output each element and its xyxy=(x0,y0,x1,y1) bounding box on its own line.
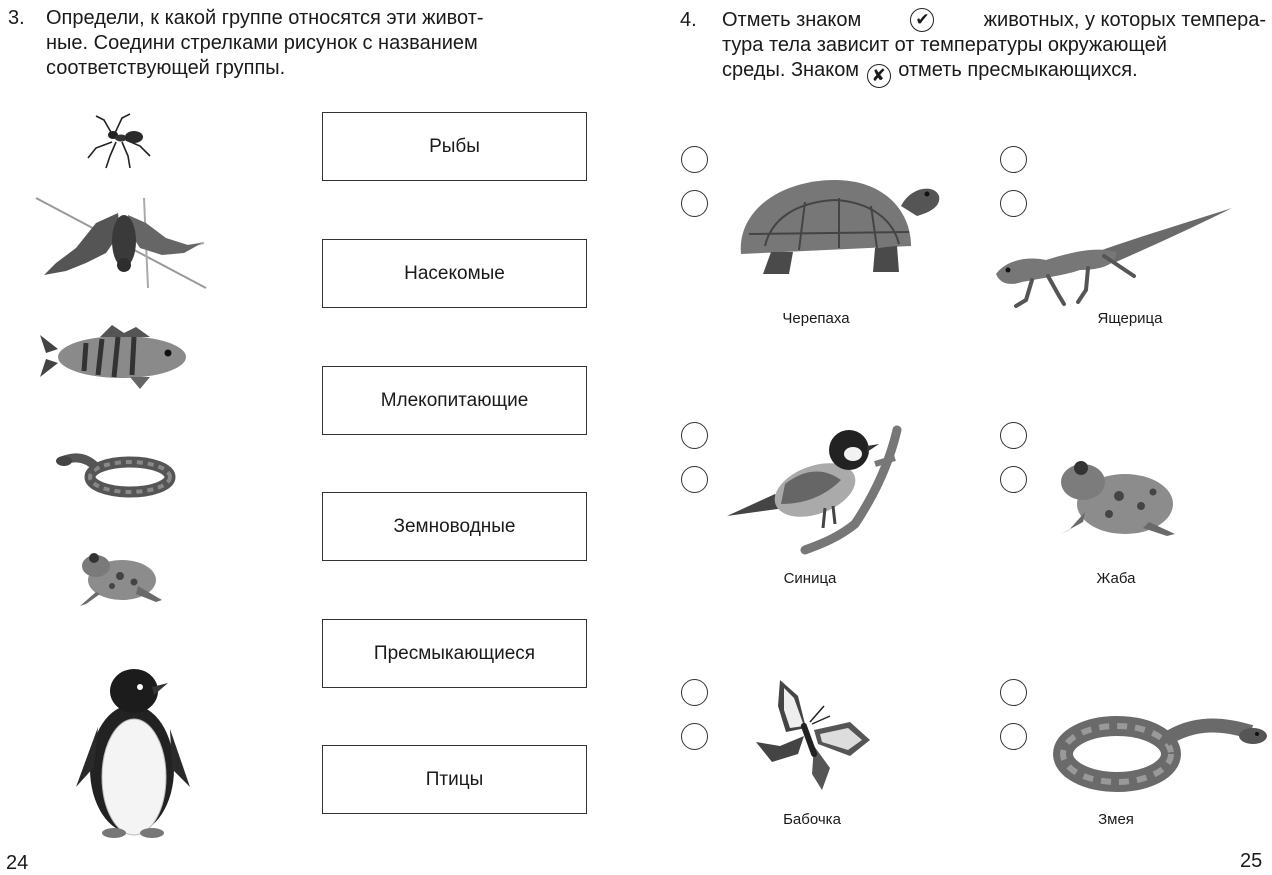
snake-check-circle[interactable] xyxy=(1000,679,1027,706)
group-box-insects[interactable] xyxy=(322,239,587,308)
group-label-reptiles: Пресмыкающиеся xyxy=(373,642,536,664)
group-box-mammals[interactable] xyxy=(322,366,587,435)
frog-icon[interactable] xyxy=(76,546,164,610)
group-label-insects: Насекомые xyxy=(404,262,505,284)
group-label-mammals: Млекопитающие xyxy=(380,389,529,411)
group-box-amphibians[interactable] xyxy=(322,492,587,561)
ant-icon[interactable] xyxy=(82,112,157,172)
butterfly-cross-circle[interactable] xyxy=(681,723,708,750)
check-mark-icon: ✔ xyxy=(910,8,934,32)
group-label-amphibians: Земноводные xyxy=(393,515,516,537)
task-3-line-1: Определи, к какой группе относятся эти живот- xyxy=(46,7,484,29)
turtle-icon xyxy=(735,176,940,278)
animal-caption-turtle: Черепаха xyxy=(782,310,850,327)
toad-cross-circle[interactable] xyxy=(1000,466,1027,493)
tit-check-circle[interactable] xyxy=(681,422,708,449)
task-3-line-2: ные. Соедини стрелками рисунок с названием xyxy=(46,32,478,54)
group-box-reptiles[interactable] xyxy=(322,619,587,688)
toad-icon xyxy=(1057,452,1179,542)
animal-caption-butterfly: Бабочка xyxy=(783,811,841,828)
bat-icon[interactable] xyxy=(36,193,206,293)
lizard-check-circle[interactable] xyxy=(1000,146,1027,173)
task-4-number: 4. xyxy=(680,9,697,31)
animal-caption-lizard: Ящерица xyxy=(1097,310,1163,327)
group-box-fish[interactable] xyxy=(322,112,587,181)
task-3-line-3: соответствующей группы. xyxy=(46,57,286,79)
task-3-number: 3. xyxy=(8,7,25,29)
animal-caption-toad: Жаба xyxy=(1096,570,1136,587)
tit-icon xyxy=(725,424,900,554)
task-4-line-3-end: отметь пресмыкающихся. xyxy=(898,59,1138,81)
snake-right-icon xyxy=(1055,712,1267,792)
toad-check-circle[interactable] xyxy=(1000,422,1027,449)
task-4-line-2: тура тела зависит от температуры окружающей xyxy=(722,34,1167,56)
butterfly-icon xyxy=(750,676,874,800)
task-4-line-1-end: животных, у которых темпера- xyxy=(983,9,1266,31)
turtle-check-circle[interactable] xyxy=(681,146,708,173)
task-4-line-1-start: Отметь знаком xyxy=(722,9,862,31)
tit-cross-circle[interactable] xyxy=(681,466,708,493)
task-4-line-3 xyxy=(722,58,1138,88)
page-number-right: 25 xyxy=(1240,850,1263,872)
group-label-birds: Птицы xyxy=(425,768,484,790)
animal-caption-tit: Синица xyxy=(783,570,837,587)
task-4-line-1 xyxy=(722,8,1266,33)
group-label-fish: Рыбы xyxy=(429,135,480,157)
lizard-icon xyxy=(992,206,1237,312)
animal-caption-snake: Змея xyxy=(1098,811,1134,828)
fish-icon[interactable] xyxy=(40,323,190,393)
butterfly-check-circle[interactable] xyxy=(681,679,708,706)
penguin-icon[interactable] xyxy=(72,667,194,842)
page-number-left: 24 xyxy=(6,852,29,874)
turtle-cross-circle[interactable] xyxy=(681,190,708,217)
cross-mark-icon: ✘ xyxy=(867,64,891,88)
group-box-birds[interactable] xyxy=(322,745,587,814)
snake-cross-circle[interactable] xyxy=(1000,723,1027,750)
task-4-line-3-start: среды. Знаком xyxy=(722,59,860,81)
snake-icon[interactable] xyxy=(56,447,174,495)
